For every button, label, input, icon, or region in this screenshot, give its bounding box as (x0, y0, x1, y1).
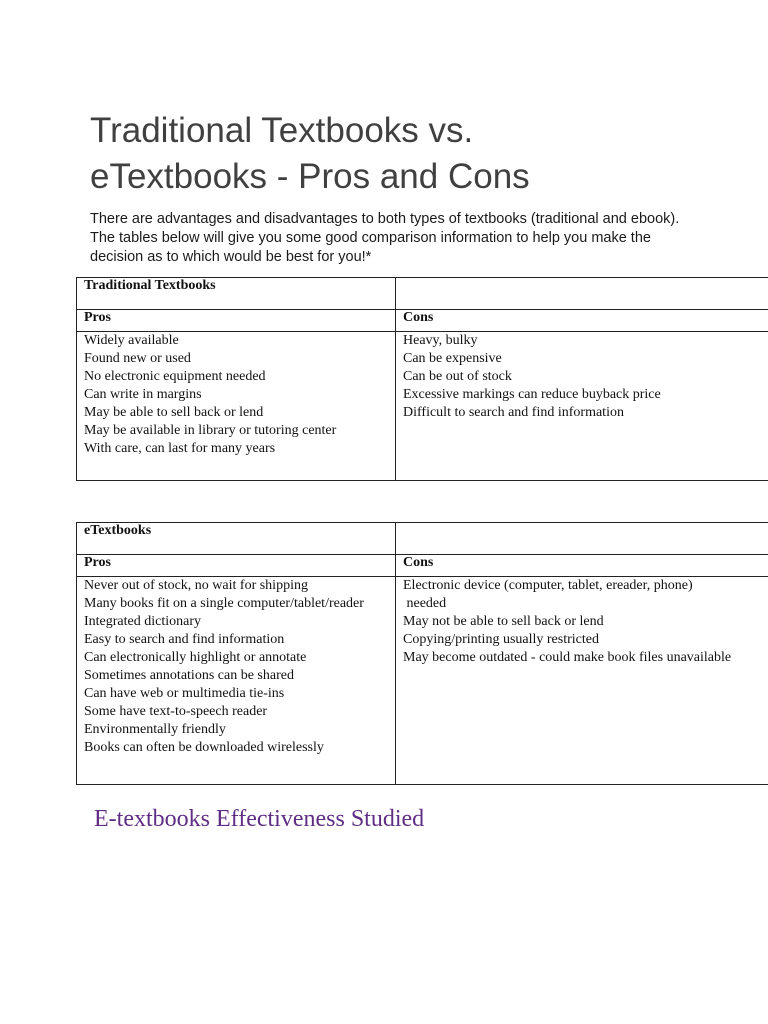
table-heading-empty-cell (396, 523, 768, 555)
list-item: Electronic device (computer, tablet, ereader, phone) (403, 578, 693, 593)
table-heading: Traditional Textbooks (84, 278, 216, 293)
list-item: Found new or used (84, 351, 191, 366)
list-item: Can be out of stock (403, 369, 512, 384)
cons-list (396, 577, 768, 785)
table-heading-row (77, 523, 768, 555)
traditional-textbooks-table (76, 277, 768, 481)
list-item: needed (403, 596, 447, 611)
cons-header-cell (396, 555, 768, 577)
table-list-row (77, 332, 768, 481)
table-heading: eTextbooks (84, 523, 152, 538)
list-item: Can write in margins (84, 387, 202, 402)
page-title-line-1: Traditional Textbooks vs. (90, 111, 474, 150)
pros-header-cell (77, 310, 396, 332)
list-item: May be available in library or tutoring center (84, 423, 337, 438)
table-heading-row (77, 278, 768, 310)
cons-list (396, 332, 768, 481)
list-item: Copying/printing usually restricted (403, 632, 599, 647)
pros-header-cell (77, 555, 396, 577)
list-item: May be able to sell back or lend (84, 405, 264, 420)
list-item: Books can often be downloaded wirelessly (84, 740, 324, 755)
intro-paragraph: There are advantages and disadvantages to both types of textbooks (traditional and ebook). The tables below will give you some good comparison information to help you make the decision as to which would be best for you!* (90, 211, 680, 265)
list-item: Some have text-to-speech reader (84, 704, 268, 719)
list-item: Environmentally friendly (84, 722, 226, 737)
page-title (90, 108, 730, 200)
pros-label: Pros (84, 555, 111, 570)
list-item: Can have web or multimedia tie-ins (84, 686, 285, 701)
list-item: Can electronically highlight or annotate (84, 650, 307, 665)
list-item: With care, can last for many years (84, 441, 276, 456)
list-item: Never out of stock, no wait for shipping (84, 578, 308, 593)
table-list-row (77, 577, 768, 785)
list-item: Sometimes annotations can be shared (84, 668, 294, 683)
cons-label: Cons (403, 310, 434, 325)
table-heading-empty-cell (396, 278, 768, 310)
list-item: No electronic equipment needed (84, 369, 266, 384)
list-item: Many books fit on a single computer/tablet/reader (84, 596, 364, 611)
list-item: Widely available (84, 333, 179, 348)
list-item: Heavy, bulky (403, 333, 478, 348)
page-title-line-2: eTextbooks - Pros and Cons (90, 157, 530, 196)
list-item: May not be able to sell back or lend (403, 614, 604, 629)
list-item: May become outdated - could make book files unavailable (403, 650, 732, 665)
etextbooks-table (76, 522, 768, 785)
pros-list (77, 332, 396, 481)
cons-label: Cons (403, 555, 434, 570)
list-item: Difficult to search and find information (403, 405, 624, 420)
pros-label: Pros (84, 310, 111, 325)
cons-header-cell (396, 310, 768, 332)
table-subheading-row (77, 310, 768, 332)
section-heading[interactable]: E-textbooks Effectiveness Studied (94, 806, 425, 832)
table-heading-cell (77, 278, 396, 310)
pros-list (77, 577, 396, 785)
table-subheading-row (77, 555, 768, 577)
list-item: Excessive markings can reduce buyback price (403, 387, 661, 402)
list-item: Integrated dictionary (84, 614, 202, 629)
table-heading-cell (77, 523, 396, 555)
list-item: Can be expensive (403, 351, 502, 366)
list-item: Easy to search and find information (84, 632, 285, 647)
